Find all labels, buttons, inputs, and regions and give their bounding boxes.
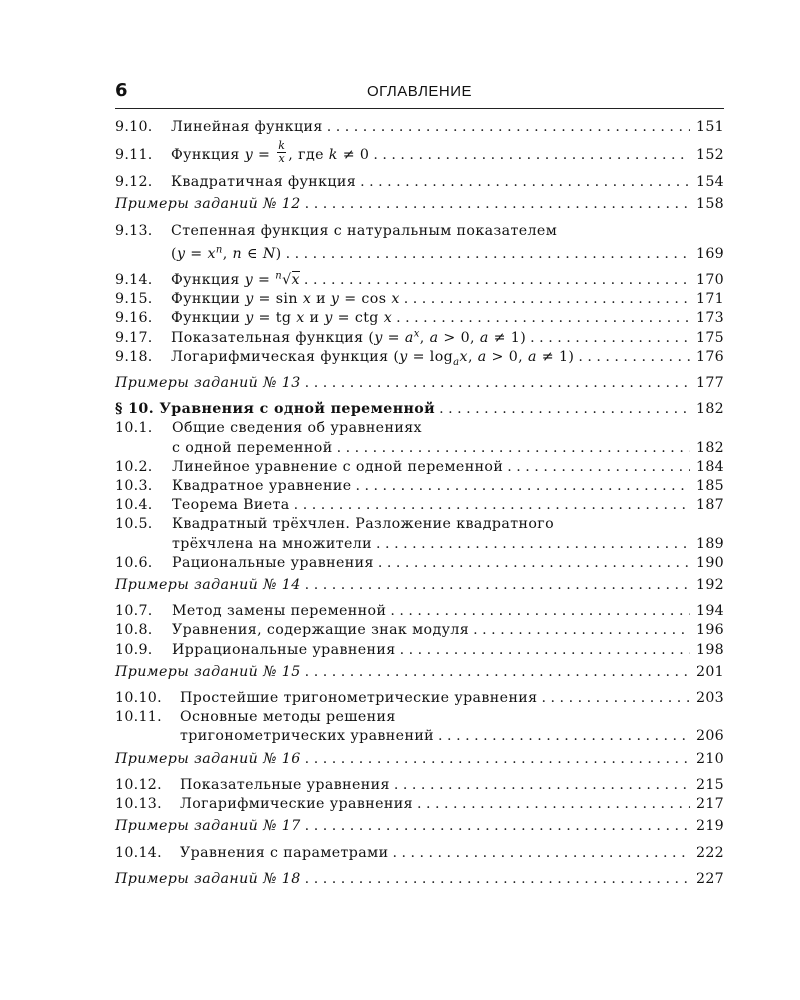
entry-title: Рациональные уравнения <box>172 554 374 571</box>
entry-page: 151 <box>696 119 724 135</box>
toc-entry <box>115 118 724 137</box>
entry-title: Логарифмические уравнения <box>180 796 413 813</box>
entry-page: 158 <box>696 196 724 213</box>
math-var: y <box>245 310 254 327</box>
toc-entry <box>115 309 724 328</box>
entry-page: 189 <box>696 535 724 552</box>
leader-dots <box>305 195 690 214</box>
entry-number: 10.14. <box>115 844 162 861</box>
toc-entry <box>115 222 724 241</box>
entry-title: Общие сведения об уравнениях <box>172 420 422 437</box>
math-op: , <box>419 329 430 346</box>
entry-title: Примеры заданий № 18 <box>115 870 301 887</box>
math-var: y <box>245 291 254 308</box>
entry-title: Примеры заданий № 12 <box>115 196 301 213</box>
entry-page: 227 <box>696 870 724 887</box>
leader-dots <box>305 817 690 836</box>
leader-dots <box>438 727 690 746</box>
leader-dots <box>396 309 690 328</box>
entry-page: 182 <box>696 401 724 418</box>
leader-dots <box>394 776 690 795</box>
math-var: y <box>244 147 254 164</box>
entry-page: 154 <box>696 174 724 191</box>
entry-page: 203 <box>696 690 724 707</box>
toc-entry <box>115 621 724 640</box>
toc-entry <box>115 602 724 621</box>
leader-dots <box>327 118 690 137</box>
entry-page: 190 <box>696 554 724 571</box>
root-sign: √ <box>282 272 292 289</box>
title-text: Функция <box>171 272 245 289</box>
math-var: x <box>383 310 393 327</box>
toc-entry <box>115 477 724 496</box>
toc-entry <box>115 795 724 814</box>
entry-number: 9.10. <box>115 119 153 135</box>
math-var: N <box>262 245 276 262</box>
math-var: x <box>291 272 300 289</box>
entry-page: 171 <box>696 291 724 308</box>
toc-entry <box>115 515 724 534</box>
leader-dots <box>578 348 690 367</box>
toc-examples-entry <box>115 374 724 393</box>
math-var: a <box>404 329 414 346</box>
math-var: n <box>232 245 243 262</box>
fraction-denominator: x <box>278 151 286 165</box>
title-text: Показательная функция ( <box>171 329 375 346</box>
math-op: = sin <box>253 291 303 308</box>
math-var: y <box>374 329 383 346</box>
root-index: n <box>275 270 283 282</box>
math-op: > 0, <box>486 348 528 365</box>
entry-page: 176 <box>696 348 724 365</box>
math-var: k <box>328 147 338 164</box>
entry-page: 184 <box>696 458 724 475</box>
fraction <box>277 140 286 165</box>
entry-page: 192 <box>696 577 724 594</box>
title-text: и <box>304 310 325 327</box>
leader-dots <box>439 400 690 419</box>
entry-title <box>171 329 526 348</box>
math-subscript: a <box>453 356 460 368</box>
toc-examples-entry <box>115 195 724 214</box>
leader-dots <box>356 477 691 496</box>
leader-dots <box>305 374 690 393</box>
entry-title: Примеры заданий № 16 <box>115 750 301 767</box>
toc-examples-entry <box>115 870 724 889</box>
entry-number: 10.5. <box>115 516 153 533</box>
title-text: и <box>311 291 331 308</box>
toc-entry <box>115 776 724 795</box>
toc-entry <box>115 708 724 727</box>
title-text: ) <box>275 245 282 262</box>
entry-title: Простейшие тригонометрические уравнения <box>180 690 538 707</box>
math-op: = cos <box>339 291 392 308</box>
math-var: x <box>391 291 400 308</box>
math-var: y <box>176 245 186 262</box>
leader-dots <box>400 641 690 660</box>
entry-page: 210 <box>696 750 724 767</box>
entry-page: 219 <box>696 818 724 835</box>
leader-dots <box>305 663 690 682</box>
entry-page: 198 <box>696 641 724 658</box>
entry-number: 10.10. <box>115 690 162 707</box>
entry-title: Иррациональные уравнения <box>172 641 396 658</box>
entry-number: 10.1. <box>115 420 153 437</box>
entry-number: 9.16. <box>115 310 153 327</box>
title-text: ( <box>171 245 177 262</box>
leader-dots <box>305 750 690 769</box>
entry-number: 10.11. <box>115 709 162 726</box>
toc-entry-continuation <box>115 439 724 458</box>
entry-title: Уравнения с параметрами <box>180 844 389 861</box>
entry-number: 10.13. <box>115 796 162 813</box>
title-text: Логарифмическая функция ( <box>171 348 400 365</box>
entry-title: Линейная функция <box>171 119 323 135</box>
math-var: x <box>459 348 468 365</box>
entry-page: 169 <box>696 245 724 262</box>
toc-entry <box>115 271 724 290</box>
leader-dots <box>373 140 690 170</box>
math-op: = tg <box>253 310 297 327</box>
toc-entry <box>115 329 724 348</box>
leader-dots <box>286 245 690 264</box>
toc-entry <box>115 348 724 367</box>
leader-dots <box>390 602 690 621</box>
toc-examples-entry <box>115 663 724 682</box>
title-text: Функция <box>171 147 245 164</box>
math-exponent: n <box>215 244 223 256</box>
math-var: y <box>244 272 254 289</box>
math-op: = <box>382 329 405 346</box>
entry-title: Степенная функция с натуральным показателем <box>171 222 558 239</box>
math-op: ≠ 1) <box>536 348 575 365</box>
entry-title: тригонометрических уравнений <box>180 728 435 745</box>
entry-title: Уравнения, содержащие знак модуля <box>172 622 470 639</box>
entry-page: 215 <box>696 776 724 793</box>
math-op: = ctg <box>332 310 384 327</box>
toc-examples-entry <box>115 576 724 595</box>
entry-title: Примеры заданий № 13 <box>115 375 301 392</box>
leader-dots <box>305 576 690 595</box>
math-var: y <box>330 291 340 308</box>
math-op: ≠ 0 <box>337 147 370 164</box>
leader-dots <box>473 621 690 640</box>
entry-number: 9.13. <box>115 222 153 239</box>
section-title: § 10. Уравнения с одной переменной <box>115 401 436 418</box>
math-var: a <box>479 329 489 346</box>
title-text: , где <box>288 147 329 164</box>
math-var: x <box>296 310 305 327</box>
math-op: ≠ 1) <box>488 329 527 346</box>
toc-entry <box>115 689 724 708</box>
toc-entry <box>115 458 724 477</box>
toc-entry-continuation <box>115 245 724 264</box>
entry-title: Теорема Виета <box>172 497 290 514</box>
toc-section-entry <box>115 400 724 419</box>
leader-dots <box>378 554 690 573</box>
leader-dots <box>392 844 690 863</box>
entry-page: 173 <box>696 310 724 327</box>
entry-number: 10.8. <box>115 622 153 639</box>
math-var: y <box>399 348 408 365</box>
leader-dots <box>305 870 690 889</box>
entry-title: Квадратичная функция <box>171 174 357 191</box>
math-var: a <box>477 348 487 365</box>
table-of-contents <box>115 118 724 889</box>
entry-title: Примеры заданий № 17 <box>115 818 301 835</box>
entry-page: 187 <box>696 497 724 514</box>
entry-number: 10.7. <box>115 603 153 620</box>
running-head: ОГЛАВЛЕНИЕ <box>366 83 473 100</box>
fraction-numerator: k <box>278 138 286 152</box>
entry-title: Основные методы решения <box>180 709 396 726</box>
toc-entry-continuation <box>115 535 724 554</box>
entry-page: 206 <box>696 728 724 745</box>
entry-number: 9.12. <box>115 174 153 191</box>
entry-page: 177 <box>696 375 724 392</box>
leader-dots <box>304 271 690 290</box>
math-op: = <box>253 147 276 164</box>
entry-number: 9.18. <box>115 348 153 365</box>
toc-entry <box>115 419 724 438</box>
toc-entry <box>115 844 724 863</box>
math-op: = <box>253 272 276 289</box>
entry-number: 9.14. <box>115 272 153 289</box>
entry-title <box>115 245 282 264</box>
page-header <box>115 80 724 109</box>
entry-number: 10.12. <box>115 776 162 793</box>
entry-page: 201 <box>696 663 724 680</box>
math-exponent: x <box>413 327 420 339</box>
entry-page: 222 <box>696 844 724 861</box>
math-var: a <box>429 329 439 346</box>
math-var: a <box>527 348 537 365</box>
entry-number: 10.3. <box>115 478 153 495</box>
entry-number: 10.9. <box>115 641 153 658</box>
entry-title: Показательные уравнения <box>180 776 390 793</box>
leader-dots <box>404 290 690 309</box>
entry-page: 194 <box>696 603 724 620</box>
math-op: > 0, <box>438 329 480 346</box>
page-number: 6 <box>115 80 128 101</box>
entry-title: Примеры заданий № 14 <box>115 577 301 594</box>
math-op: ∈ <box>242 245 263 262</box>
toc-entry <box>115 140 724 170</box>
entry-page: 217 <box>696 796 724 813</box>
entry-page: 175 <box>696 329 724 346</box>
entry-number: 9.17. <box>115 329 153 346</box>
leader-dots <box>507 458 690 477</box>
entry-number: 10.4. <box>115 497 153 514</box>
leader-dots <box>376 535 690 554</box>
entry-title: Метод замены переменной <box>172 603 387 620</box>
leader-dots <box>360 173 690 192</box>
math-var: x <box>302 291 312 308</box>
toc-entry <box>115 496 724 515</box>
toc-examples-entry <box>115 750 724 769</box>
entry-number: 10.2. <box>115 458 153 475</box>
entry-title <box>171 140 369 170</box>
entry-title: трёхчлена на множители <box>172 535 373 552</box>
title-text: Функции <box>171 291 246 308</box>
title-text: Функции <box>171 310 246 327</box>
toc-entry-continuation <box>115 727 724 746</box>
entry-title: Квадратное уравнение <box>172 478 352 495</box>
entry-title: Линейное уравнение с одной переменной <box>172 458 504 475</box>
leader-dots <box>294 496 690 515</box>
leader-dots <box>530 329 690 348</box>
entry-page: 152 <box>696 147 724 164</box>
entry-number: 10.6. <box>115 554 153 571</box>
toc-entry <box>115 173 724 192</box>
entry-title: с одной переменной <box>172 439 333 456</box>
leader-dots <box>337 439 690 458</box>
toc-entry <box>115 290 724 309</box>
math-op: , <box>467 348 478 365</box>
toc-entry <box>115 641 724 660</box>
leader-dots <box>417 795 690 814</box>
toc-entry <box>115 554 724 573</box>
entry-title <box>171 271 300 290</box>
entry-page: 182 <box>696 439 724 456</box>
entry-title: Квадратный трёхчлен. Разложение квадратного <box>172 516 555 533</box>
entry-title <box>171 309 392 328</box>
math-op: = log <box>407 348 454 365</box>
entry-title <box>171 290 400 309</box>
entry-page: 170 <box>696 272 724 289</box>
entry-number: 9.11. <box>115 147 153 164</box>
toc-examples-entry <box>115 817 724 836</box>
math-op: , <box>222 245 233 262</box>
entry-title: Примеры заданий № 15 <box>115 663 301 680</box>
math-var: x <box>207 245 216 262</box>
entry-page: 196 <box>696 622 724 639</box>
entry-title <box>171 348 574 367</box>
leader-dots <box>542 689 690 708</box>
math-var: y <box>324 310 333 327</box>
math-op: = <box>185 245 208 262</box>
entry-number: 9.15. <box>115 291 153 308</box>
entry-page: 185 <box>696 478 724 495</box>
